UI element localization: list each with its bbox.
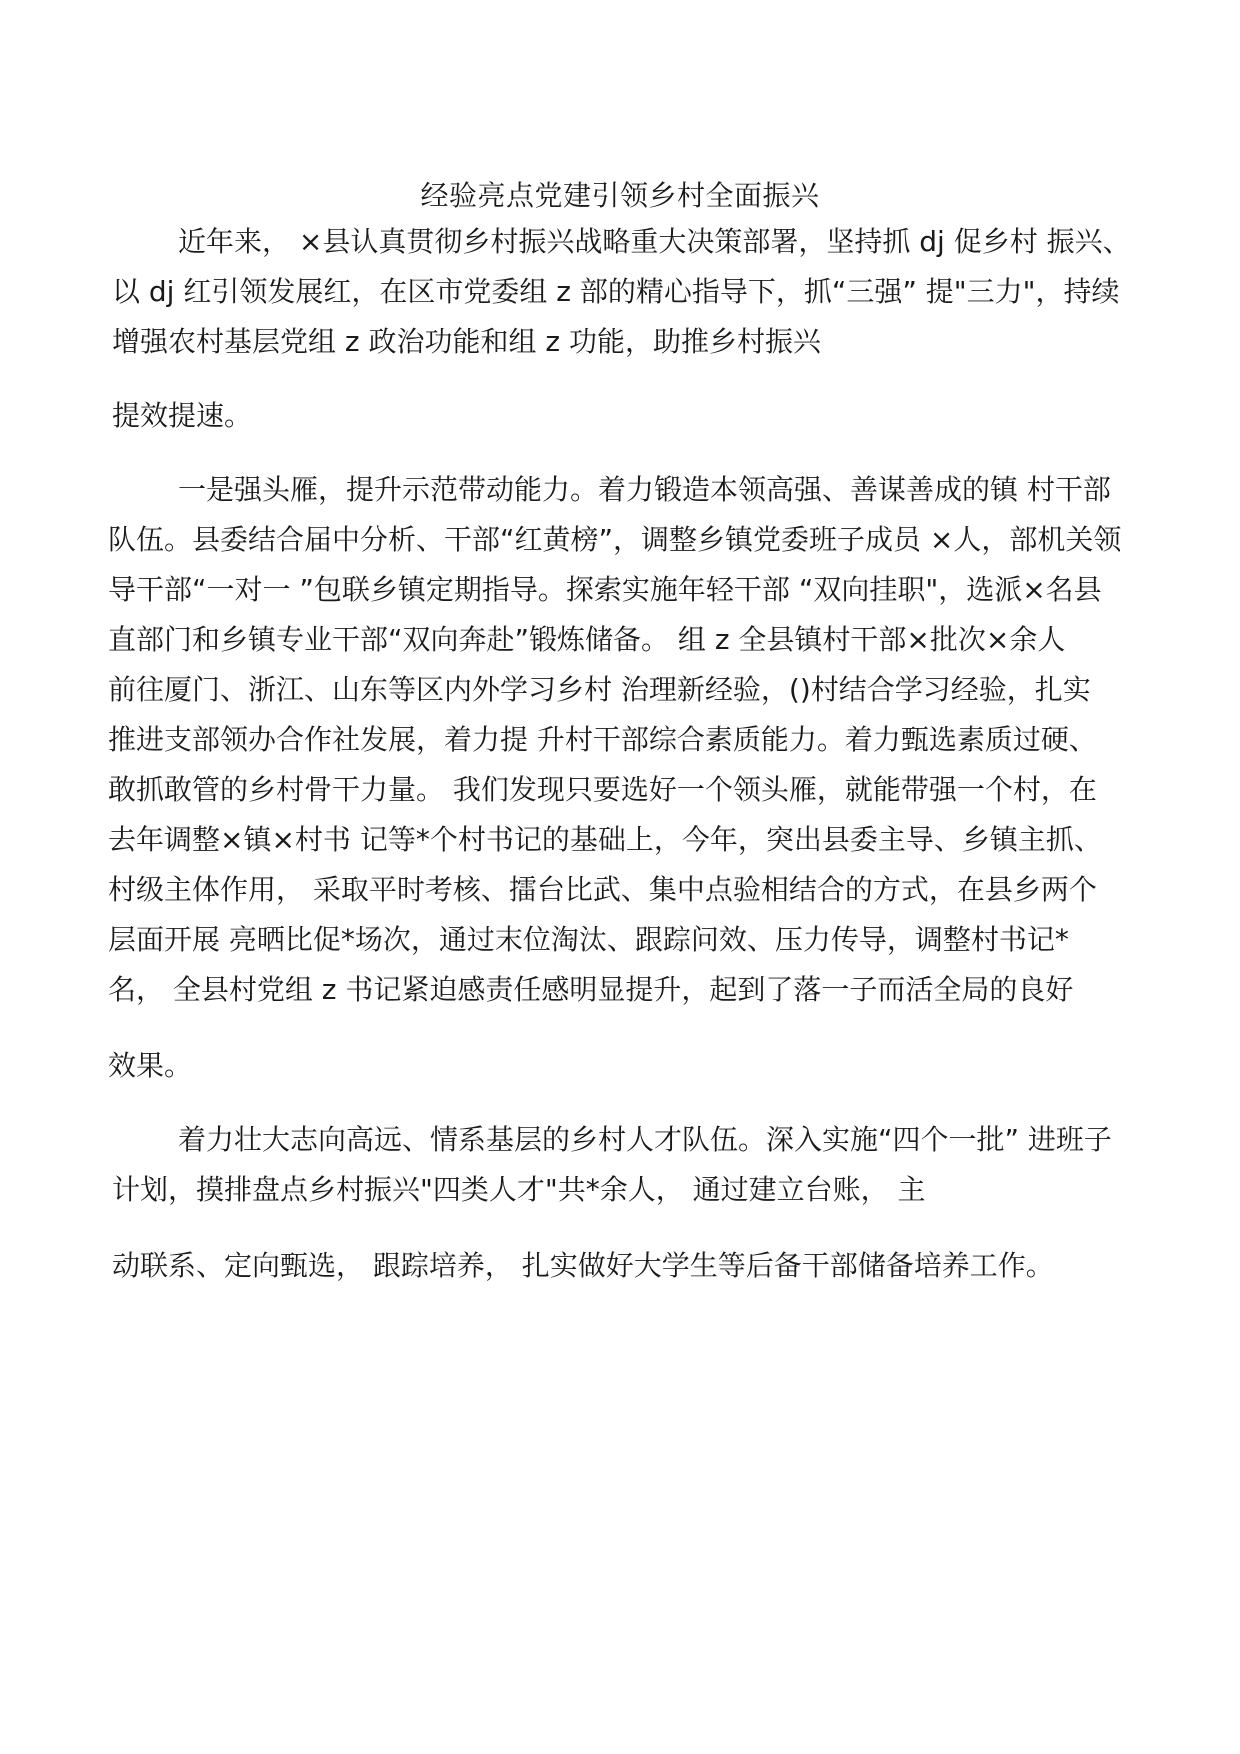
paragraph-line: 导干部“一对一 ”包联乡镇定期指导。探索实施年轻干部 “双向挂职"，选派×名县 xyxy=(108,573,1102,606)
paragraph-line: 一是强头雁，提升示范带动能力。着力锻造本领高强、善谋善成的镇 村干部 xyxy=(178,473,1111,506)
paragraph-line: 计划，摸排盘点乡村振兴"四类人才"共*余人， 通过建立台账， 主 xyxy=(112,1173,926,1206)
paragraph-line: 队伍。县委结合届中分析、干部“红黄榜”，调整乡镇党委班子成员 ×人，部机关领 xyxy=(108,523,1122,556)
paragraph-line: 直部门和乡镇专业干部“双向奔赴”锻炼储备。 组 z 全县镇村干部×批次×余人 xyxy=(108,623,1066,656)
paragraph-line: 推进支部领办合作社发展，着力提 升村干部综合素质能力。着力甄选素质过硬、 xyxy=(108,723,1097,756)
paragraph-line: 去年调整×镇×村书 记等*个村书记的基础上，今年，突出县委主导、乡镇主抓、 xyxy=(108,823,1102,856)
paragraph-line: 层面开展 亮晒比促*场次，通过末位淘汰、跟踪问效、压力传导，调整村书记* xyxy=(108,923,1069,956)
paragraph-line: 近年来， ×县认真贯彻乡村振兴战略重大决策部署，坚持抓 dj 促乡村 振兴、 xyxy=(178,225,1131,258)
paragraph-line: 敢抓敢管的乡村骨干力量。 我们发现只要选好一个领头雁，就能带强一个村，在 xyxy=(108,773,1097,806)
paragraph-line: 提效提速。 xyxy=(112,399,253,432)
paragraph-line: 动联系、定向甄选， 跟踪培养， 扎实做好大学生等后备干部储备培养工作。 xyxy=(112,1249,1054,1282)
paragraph-line: 村级主体作用， 采取平时考核、擂台比武、集中点验相结合的方式，在县乡两个 xyxy=(108,873,1097,906)
paragraph-line: 增强农村基层党组 z 政治功能和组 z 功能，助推乡村振兴 xyxy=(112,325,821,358)
paragraph-line: 前往厦门、浙江、山东等区内外学习乡村 治理新经验，()村结合学习经验，扎实 xyxy=(108,673,1091,706)
paragraph-line: 效果。 xyxy=(108,1049,193,1082)
paragraph-line: 着力壮大志向高远、情系基层的乡村人才队伍。深入实施“四个一批” 进班子 xyxy=(178,1123,1112,1156)
paragraph-line: 名， 全县村党组 z 书记紧迫感责任感明显提升，起到了落一子而活全局的良好 xyxy=(108,973,1074,1006)
document-title: 经验亮点党建引领乡村全面振兴 xyxy=(420,179,820,212)
paragraph-line: 以 dj 红引领发展红，在区市党委组 z 部的精心指导下，抓“三强” 提"三力"，持续 xyxy=(112,275,1120,308)
